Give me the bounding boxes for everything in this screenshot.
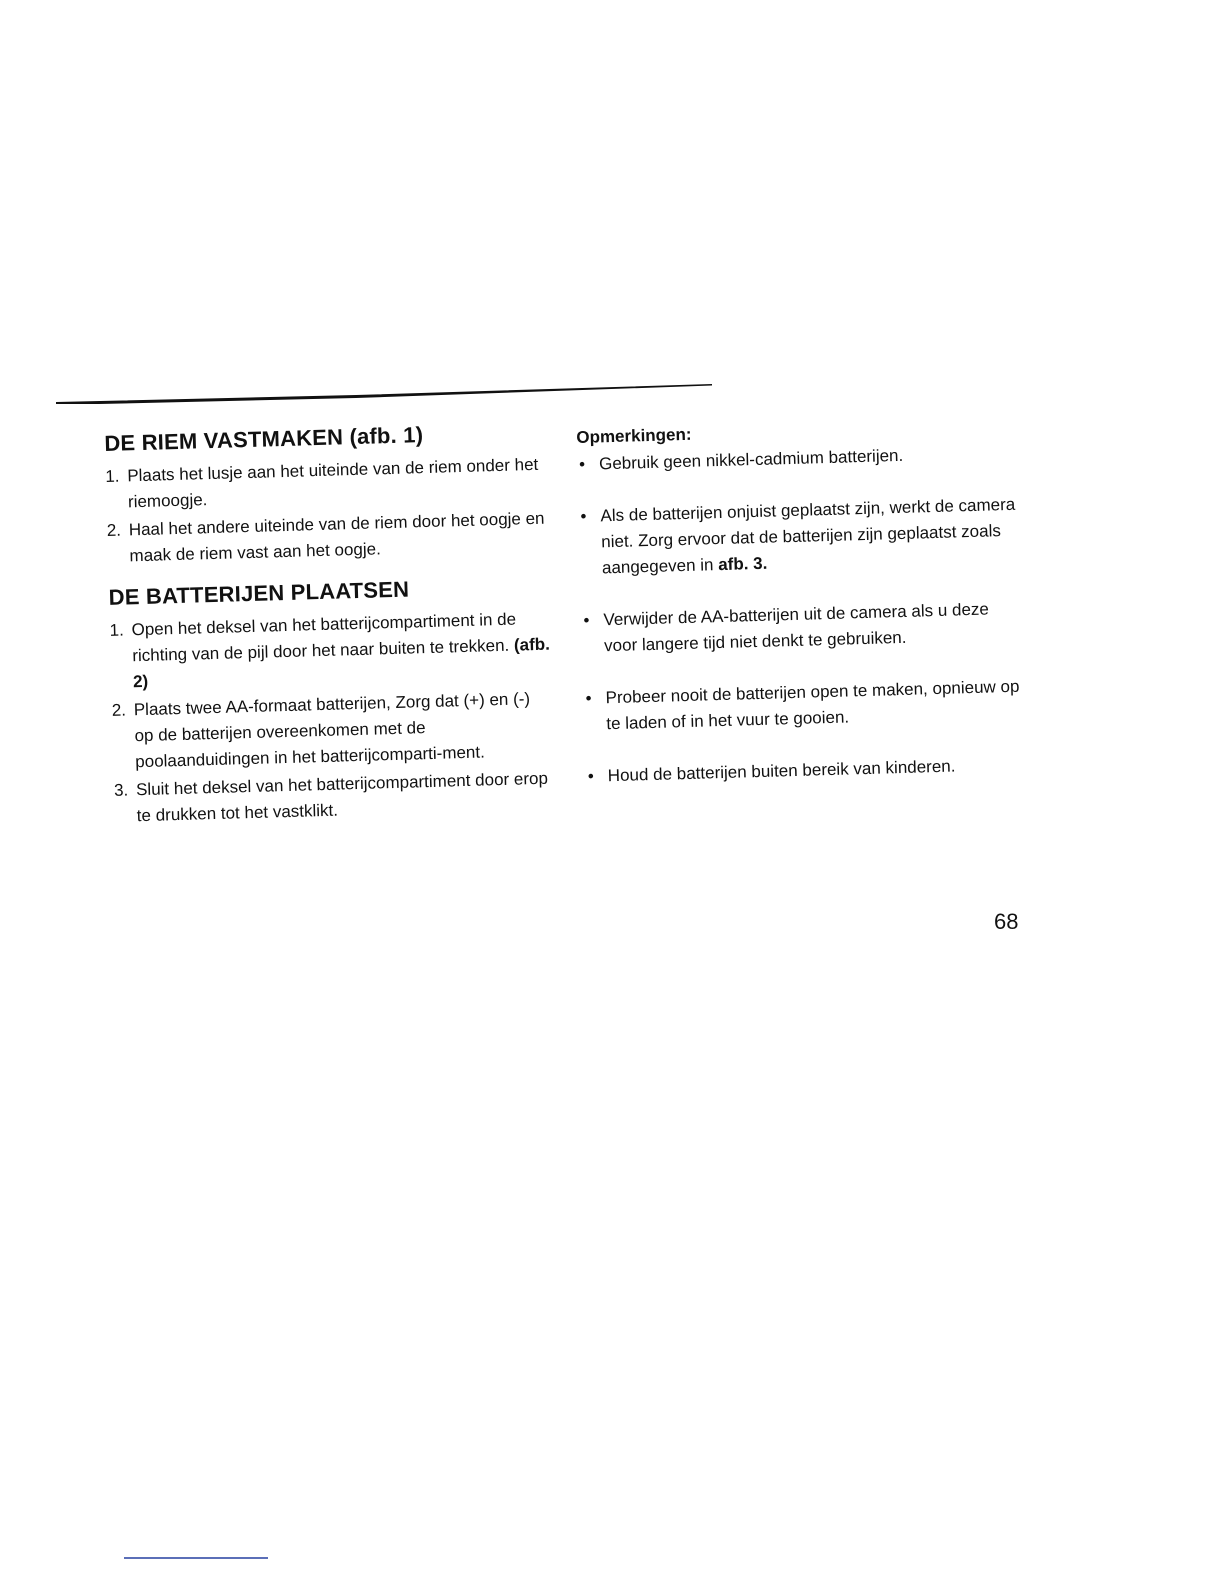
bullet-icon: • [578, 454, 586, 474]
section-title-batteries: DE BATTERIJEN PLAATSEN [108, 576, 410, 610]
step-number: 2. [106, 520, 122, 540]
note-item [581, 596, 1022, 660]
step-number: 1. [109, 620, 125, 640]
bullet-icon: • [583, 610, 590, 630]
strap-step-2 [106, 506, 547, 570]
note-item [578, 492, 1020, 582]
note-text: Gebruik geen nikkel-cadmium batterijen. [598, 445, 904, 474]
bullet-icon: • [587, 766, 595, 786]
section-divider-rule [56, 382, 712, 404]
step-text: Plaats twee AA-formaat batterijen, Zorg dat (+) en (-) op de batterijen overeenkomen met de poolaanduidingen in het batterijcomparti-ment. [133, 689, 531, 772]
figure-reference: (afb. 2) [132, 634, 551, 692]
notes-title: Opmerkingen: [576, 424, 692, 447]
left-column [104, 418, 555, 832]
note-text: Verwijder de AA-batterijen uit de camera als u deze voor langere tijd niet denkt te gebruiken. [603, 599, 990, 656]
bottom-decorative-line [124, 1557, 268, 1559]
step-text: Plaats het lusje aan het uiteinde van de riem onder het riemoogje. [127, 454, 539, 512]
note-item [583, 674, 1024, 738]
battery-step-3 [114, 766, 555, 830]
bullet-icon: • [585, 688, 592, 708]
strap-steps-list [105, 452, 548, 570]
right-column [576, 414, 1027, 816]
strap-step-1 [105, 452, 546, 516]
note-text: Als de batterijen onjuist geplaatst zijn, werkt de camera niet. Zorg ervoor dat de batterijen zijn geplaatst zoals aangegeven in [600, 494, 1016, 578]
step-number: 2. [111, 700, 127, 720]
note-text: Probeer nooit de batterijen open te maken, opnieuw op te laden of in het vuur te gooien. [605, 676, 1020, 734]
bullet-icon: • [580, 506, 587, 526]
step-number: 1. [105, 466, 120, 486]
step-text: Sluit het deksel van het batterijcompartiment door erop te drukken tot het vastklikt. [135, 768, 549, 826]
battery-steps-list [109, 606, 555, 830]
battery-step-2 [111, 686, 553, 776]
step-text: Haal het andere uiteinde van de riem door het oogje en maak de riem vast aan het oogje. [128, 508, 545, 566]
page-number: 68 [994, 909, 1019, 934]
step-text-body: Open het deksel van het batterijcompartiment in de richting van de pijl door het naar buiten te trekken. [131, 609, 517, 666]
section-title-strap: DE RIEM VASTMAKEN (afb. 1) [104, 422, 424, 456]
note-item [585, 752, 1026, 790]
note-text: Houd de batterijen buiten bereik van kinderen. [607, 756, 956, 786]
notes-list [577, 440, 1026, 790]
step-number: 3. [113, 780, 129, 800]
battery-step-1 [109, 606, 551, 696]
figure-reference: afb. 3. [717, 553, 768, 575]
step-text [131, 606, 551, 696]
